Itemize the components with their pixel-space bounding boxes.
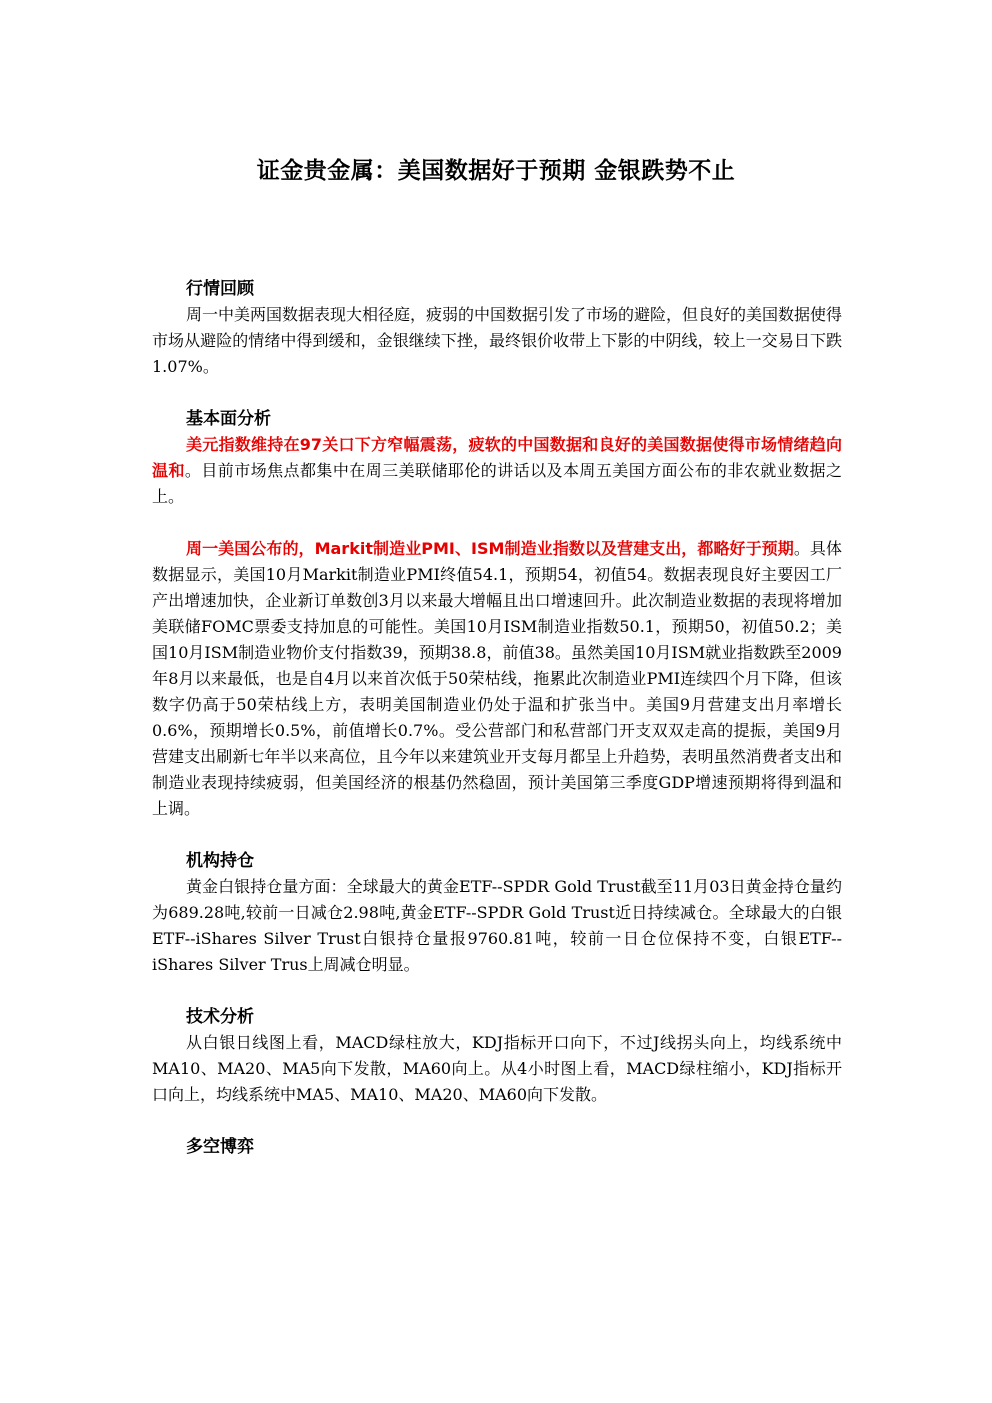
section-paragraph xyxy=(152,536,842,822)
section-heading: 技术分析 xyxy=(186,1007,254,1027)
section-market-review xyxy=(152,276,842,380)
paragraph-text: 。目前市场焦点都集中在周三美联储耶伦的讲话以及本周五美国方面公布的非农就业数据之上。 xyxy=(152,461,842,506)
section-heading: 机构持仓 xyxy=(186,851,254,871)
section-technical xyxy=(152,1004,842,1108)
section-paragraph: 从白银日线图上看，MACD绿柱放大，KDJ指标开口向下，不过J线拐头向上，均线系统中MA10、MA20、MA5向下发散，MA60向上。从4小时图上看，MACD绿柱缩小，KDJ指标开口向上，均线系统中MA5、MA10、MA20、MA60向下发散。 xyxy=(152,1033,842,1104)
highlight-text: 美元指数维持在97关口下方窄幅震荡，疲软的中国数据和良好的美国数据使得市场情绪趋向温和 xyxy=(152,435,842,480)
highlight-text: 周一美国公布的，Markit制造业PMI、ISM制造业指数以及营建支出，都略好于预期 xyxy=(186,539,794,558)
document-title: 证金贵金属：美国数据好于预期 金银跌势不止 xyxy=(256,158,736,184)
section-heading: 基本面分析 xyxy=(186,409,271,429)
section-heading: 多空博弈 xyxy=(186,1137,254,1157)
section-heading: 行情回顾 xyxy=(186,279,254,299)
section-positions xyxy=(152,848,842,978)
section-paragraph xyxy=(152,432,842,510)
section-fundamentals xyxy=(152,406,842,822)
section-paragraph: 黄金白银持仓量方面：全球最大的黄金ETF--SPDR Gold Trust截至11月03日黄金持仓量约为689.28吨,较前一日减仓2.98吨,黄金ETF--SPDR Gold Trust近日持续减仓。全球最大的白银ETF--iShares Silver Trust白银持仓量报9760.81吨，较前一日仓位保持不变，白银ETF--iShares Silver Trus上周减仓明显。 xyxy=(152,877,842,974)
paragraph-text: 。具体数据显示，美国10月Markit制造业PMI终值54.1，预期54，初值54。数据表现良好主要因工厂产出增速加快，企业新订单数创3月以来最大增幅且出口增速回升。此次制造业数据的表现将增加美联储FOMC票委支持加息的可能性。美国10月ISM制造业指数50.1，预期50，初值50.2；美国10月ISM制造业物价支付指数39，预期38.8，前值38。虽然美国10月ISM就业指数跌至2009年8月以来最低，也是自4月以来首次低于50荣枯线，拖累此次制造业PMI连续四个月下降，但该数字仍高于50荣枯线上方，表明美国制造业仍处于温和扩张当中。美国9月营建支出月率增长0.6%，预期增长0.5%，前值增长0.7%。受公营部门和私营部门开支双双走高的提振，美国9月营建支出刷新七年半以来高位，且今年以来建筑业开支每月都呈上升趋势，表明虽然消费者支出和制造业表现持续疲弱，但美国经济的根基仍然稳固，预计美国第三季度GDP增速预期将得到温和上调。 xyxy=(152,539,842,818)
section-paragraph: 周一中美两国数据表现大相径庭，疲弱的中国数据引发了市场的避险，但良好的美国数据使得市场从避险的情绪中得到缓和，金银继续下挫，最终银价收带上下影的中阴线，较上一交易日下跌1.07%。 xyxy=(152,305,843,376)
section-long-short xyxy=(152,1134,842,1160)
document-body xyxy=(152,276,842,1160)
